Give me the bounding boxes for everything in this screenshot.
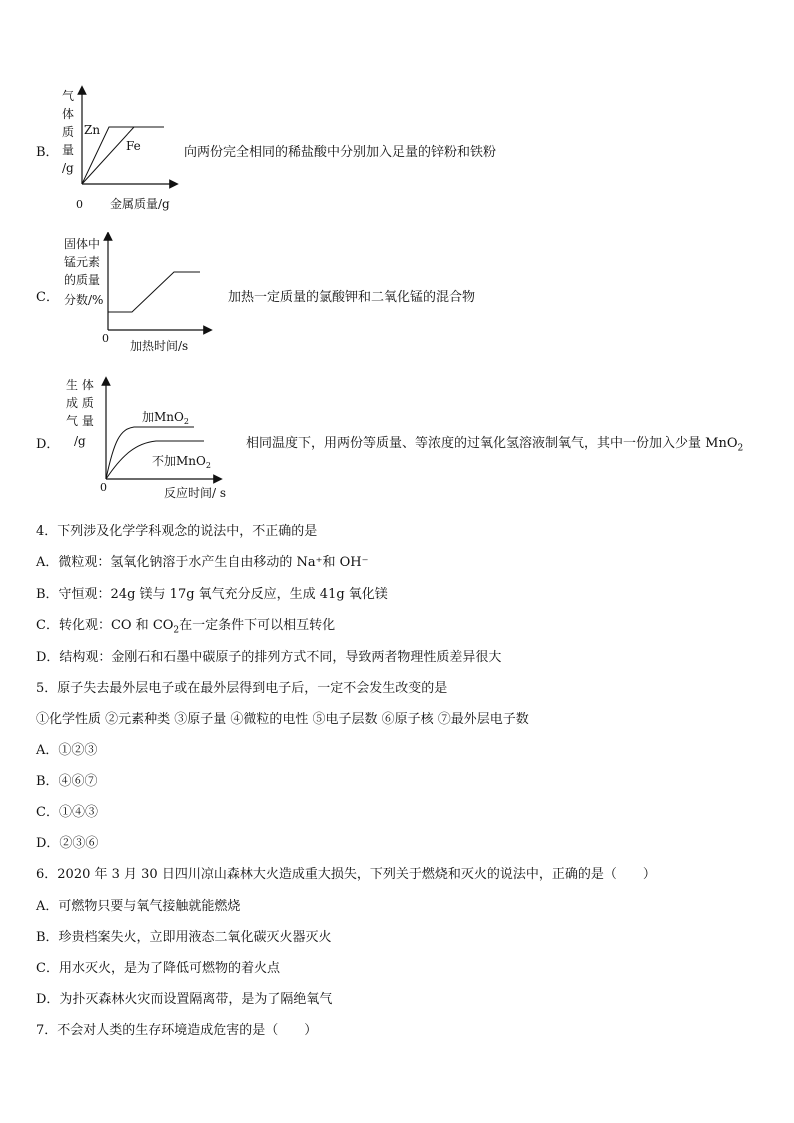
- y-axis-char-1: 气: [62, 89, 75, 103]
- option-d-description: 相同温度下，用两份等质量、等浓度的过氧化氢溶液制氧气，其中一份加入少量 MnO$_2$: [246, 436, 744, 454]
- y-axis-char-2: 体: [62, 107, 75, 121]
- y-axis-char-3: 质: [62, 125, 75, 139]
- q4-stem: 4．下列涉及化学学科观念的说法中，不正确的是: [36, 524, 318, 539]
- y-axis-line-3: 的质量: [64, 273, 101, 287]
- graph-d: [60, 375, 260, 505]
- q5-stem: 5．原子失去最外层电子或在最外层得到电子后，一定不会发生改变的是: [36, 681, 448, 696]
- q5-option-d: D．②③⑥: [36, 836, 99, 851]
- q4-option-b: B．守恒观：24g 镁与 17g 氧气充分反应，生成 41g 氧化镁: [36, 587, 388, 602]
- q5-items: ①化学性质 ②元素种类 ③原子量 ④微粒的电性 ⑤电子层数 ⑥原子核 ⑦最外层电子数: [36, 712, 529, 727]
- q5-option-a: A．①②③: [36, 743, 98, 758]
- x-axis-label: 加热时间/s: [130, 339, 189, 353]
- fe-label: Fe: [126, 139, 141, 153]
- y-axis-line-1: 固体中: [64, 237, 101, 251]
- origin-label: 0: [76, 198, 83, 211]
- q6-option-a: A．可燃物只要与氧气接触就能燃烧: [36, 899, 241, 914]
- without-mno2-label: 不加MnO$_2$: [152, 454, 211, 470]
- q5-option-b: B．④⑥⑦: [36, 774, 98, 789]
- y-axis-line-2: 成 质: [66, 396, 94, 410]
- option-b-label: B．: [36, 145, 59, 160]
- with-mno2-label: 加MnO$_2$: [142, 410, 189, 426]
- y-axis-line-1: 生 体: [66, 378, 94, 392]
- q4-option-a: A．微粒观：氢氧化钠溶于水产生自由移动的 Na⁺和 OH⁻: [36, 555, 369, 570]
- x-axis-label: 金属质量/g: [110, 197, 170, 211]
- q4-option-c: C．转化观：CO 和 $CO_2$在一定条件下可以相互转化: [36, 618, 336, 636]
- mn-fraction-curve: [108, 272, 200, 312]
- y-axis-char-5: /g: [62, 161, 74, 175]
- y-axis-line-3: 气 量: [66, 414, 94, 428]
- option-d-label: D．: [36, 437, 60, 452]
- zn-label: Zn: [84, 123, 101, 137]
- origin-label: 0: [102, 332, 109, 345]
- q6-stem: 6．2020 年 3 月 30 日四川凉山森林大火造成重大损失，下列关于燃烧和灭火的说法中，正确的是（ ）: [36, 867, 656, 882]
- q7-stem: 7．不会对人类的生存环境造成危害的是（ ）: [36, 1023, 318, 1038]
- x-axis-label: 反应时间/ s: [164, 486, 227, 500]
- graph-c: [58, 232, 228, 362]
- y-axis-line-4: 分数/%: [64, 293, 104, 307]
- q4-option-d: D．结构观：金刚石和石墨中碳原子的排列方式不同，导致两者物理性质差异很大: [36, 650, 502, 665]
- q6-option-d: D．为扑灭森林火灾而设置隔离带，是为了隔绝氧气: [36, 992, 333, 1007]
- q6-option-b: B．珍贵档案失火，立即用液态二氧化碳灭火器灭火: [36, 930, 332, 945]
- q6-option-c: C．用水灭火，是为了降低可燃物的着火点: [36, 961, 280, 976]
- origin-label: 0: [100, 481, 107, 494]
- y-axis-char-4: 量: [62, 143, 75, 157]
- option-b-description: 向两份完全相同的稀盐酸中分别加入足量的锌粉和铁粉: [184, 145, 497, 160]
- y-axis-line-4: /g: [74, 434, 86, 448]
- y-axis-line-2: 锰元素: [64, 255, 101, 269]
- q5-option-c: C．①④③: [36, 805, 98, 820]
- option-c-description: 加热一定质量的氯酸钾和二氧化锰的混合物: [228, 290, 476, 305]
- option-c-label: C．: [36, 290, 59, 305]
- with-mno2-curve: [106, 427, 194, 479]
